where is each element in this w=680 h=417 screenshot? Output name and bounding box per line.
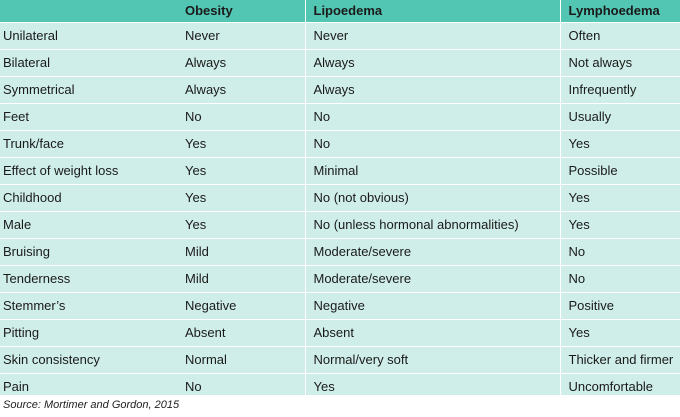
table-cell: Yes bbox=[560, 185, 680, 212]
table-cell: Minimal bbox=[305, 158, 560, 185]
table-cell: No bbox=[560, 266, 680, 293]
table-cell: No (not obvious) bbox=[305, 185, 560, 212]
row-label-cell: Effect of weight loss bbox=[0, 158, 177, 185]
row-label-cell: Skin consistency bbox=[0, 347, 177, 374]
table-row bbox=[0, 131, 680, 158]
table-cell: Absent bbox=[305, 320, 560, 347]
table-cell: Positive bbox=[560, 293, 680, 320]
row-label-cell: Male bbox=[0, 212, 177, 239]
row-label-cell: Bruising bbox=[0, 239, 177, 266]
table-row bbox=[0, 158, 680, 185]
table-body bbox=[0, 23, 680, 401]
row-label-cell: Tenderness bbox=[0, 266, 177, 293]
table-cell: No bbox=[177, 104, 305, 131]
table-cell: Absent bbox=[177, 320, 305, 347]
source-caption: Source: Mortimer and Gordon, 2015 bbox=[3, 399, 180, 411]
table-cell: Mild bbox=[177, 266, 305, 293]
table-cell: Yes bbox=[560, 131, 680, 158]
table-cell: No bbox=[305, 131, 560, 158]
table-cell: Yes bbox=[177, 212, 305, 239]
table-cell: Thicker and firmer bbox=[560, 347, 680, 374]
row-label-cell: Trunk/face bbox=[0, 131, 177, 158]
table-cell: Moderate/severe bbox=[305, 266, 560, 293]
table-cell: Usually bbox=[560, 104, 680, 131]
table-cell: Yes bbox=[305, 374, 560, 401]
table-row bbox=[0, 239, 680, 266]
table-cell: Often bbox=[560, 23, 680, 50]
table-cell: Yes bbox=[177, 131, 305, 158]
table-cell: Negative bbox=[305, 293, 560, 320]
row-label-cell: Pain bbox=[0, 374, 177, 401]
table-cell: No bbox=[560, 239, 680, 266]
row-label-cell: Stemmer’s bbox=[0, 293, 177, 320]
table-cell: Always bbox=[177, 77, 305, 104]
table-cell: No (unless hormonal abnormalities) bbox=[305, 212, 560, 239]
table-row bbox=[0, 104, 680, 131]
table-row bbox=[0, 374, 680, 401]
table-row bbox=[0, 50, 680, 77]
row-label-cell: Unilateral bbox=[0, 23, 177, 50]
table-cell: Mild bbox=[177, 239, 305, 266]
row-label-cell: Symmetrical bbox=[0, 77, 177, 104]
table-cell: Always bbox=[305, 77, 560, 104]
table-cell: Possible bbox=[560, 158, 680, 185]
table-cell: Always bbox=[305, 50, 560, 77]
header-cell-blank bbox=[0, 0, 177, 23]
table-cell: No bbox=[177, 374, 305, 401]
table-cell: Yes bbox=[177, 185, 305, 212]
table-cell: Yes bbox=[560, 212, 680, 239]
table-cell: Yes bbox=[177, 158, 305, 185]
header-cell: Lymphoedema bbox=[560, 0, 680, 23]
table-cell: Normal bbox=[177, 347, 305, 374]
table-row bbox=[0, 185, 680, 212]
table-cell: Normal/very soft bbox=[305, 347, 560, 374]
table-row bbox=[0, 293, 680, 320]
table-row bbox=[0, 266, 680, 293]
header-cell: Obesity bbox=[185, 3, 233, 18]
table-row bbox=[0, 77, 680, 104]
row-label-cell: Childhood bbox=[0, 185, 177, 212]
table-cell: Uncomfortable bbox=[560, 374, 680, 401]
table-row bbox=[0, 320, 680, 347]
table-cell: No bbox=[305, 104, 560, 131]
table-cell: Always bbox=[177, 50, 305, 77]
table-cell: Never bbox=[305, 23, 560, 50]
row-label-cell: Pitting bbox=[0, 320, 177, 347]
table-header-row bbox=[0, 0, 680, 23]
table-cell: Not always bbox=[560, 50, 680, 77]
row-label-cell: Feet bbox=[0, 104, 177, 131]
row-label-cell: Bilateral bbox=[0, 50, 177, 77]
table-cell: Infrequently bbox=[560, 77, 680, 104]
table-cell: Negative bbox=[177, 293, 305, 320]
table-cell: Yes bbox=[560, 320, 680, 347]
table-row bbox=[0, 23, 680, 50]
table-row bbox=[0, 347, 680, 374]
table-cell: Moderate/severe bbox=[305, 239, 560, 266]
table-row bbox=[0, 212, 680, 239]
header-cell: Lipoedema bbox=[305, 0, 560, 23]
table-cell: Never bbox=[177, 23, 305, 50]
